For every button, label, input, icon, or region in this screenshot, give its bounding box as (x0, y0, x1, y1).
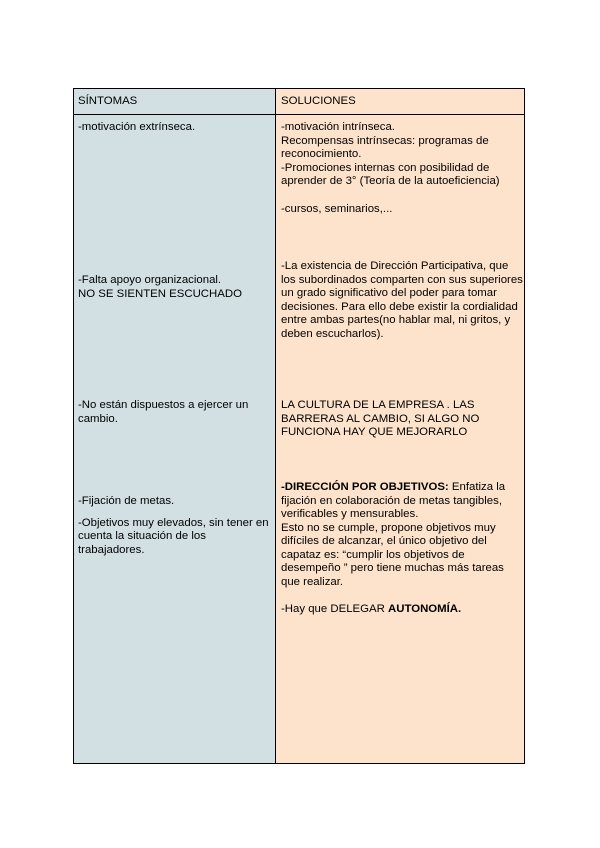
sintoma-3: -No están dispuestos a ejercer un cambio. (78, 399, 249, 425)
solucion-3: LA CULTURA DE LA EMPRESA . LAS BARRERAS AL CAMBIO, SI ALGO NO FUNCIONA HAY QUE MEJORARLO (281, 399, 480, 438)
header-soluciones: SOLUCIONES (281, 95, 356, 107)
solucion-4: -DIRECCIÓN POR OBJETIVOS: Enfatiza la fijación en colaboración de metas tangibles, verificables y mensurables. Esto no se cumple, propone objetivos muy difíciles de alcanzar, el único objetivo del capataz es: “cumplir los objetivos de desempeño ” pero tiene muchas más tareas que realizar. -Hay que DELEGAR AUTONOMÍA. (281, 481, 506, 615)
sintoma-4: -Fijación de metas. -Objetivos muy elevados, sin tener en cuenta la situación de los trabajadores. (78, 495, 269, 556)
header-sintomas: SÍNTOMAS (78, 95, 138, 107)
sintomas-column (74, 89, 276, 763)
soluciones-column (276, 89, 524, 763)
symptoms-solutions-table (73, 88, 525, 764)
header-divider (74, 114, 524, 115)
solucion-1: -motivación intrínseca. Recompensas intrínsecas: programas de reconocimiento. -Promociones internas con posibilidad de aprender de 3° (Teoría de la autoeficiencia) -cursos, seminarios,... (281, 121, 500, 215)
solucion-2: -La existencia de Dirección Participativa, que los subordinados comparten con sus superiores un grado significativo del poder para tomar decisiones. Para ello debe existir la cordialidad entre ambas partes(no hablar mal, ni gritos, y deben escucharlos). (281, 260, 523, 340)
sintoma-1: -motivación extrínseca. (78, 121, 196, 133)
sintoma-2: -Falta apoyo organizacional. NO SE SIENTEN ESCUCHADO (78, 274, 242, 300)
direccion-objetivos-title: -DIRECCIÓN POR OBJETIVOS: (281, 481, 449, 493)
autonomia-text: AUTONOMÍA. (388, 603, 462, 615)
